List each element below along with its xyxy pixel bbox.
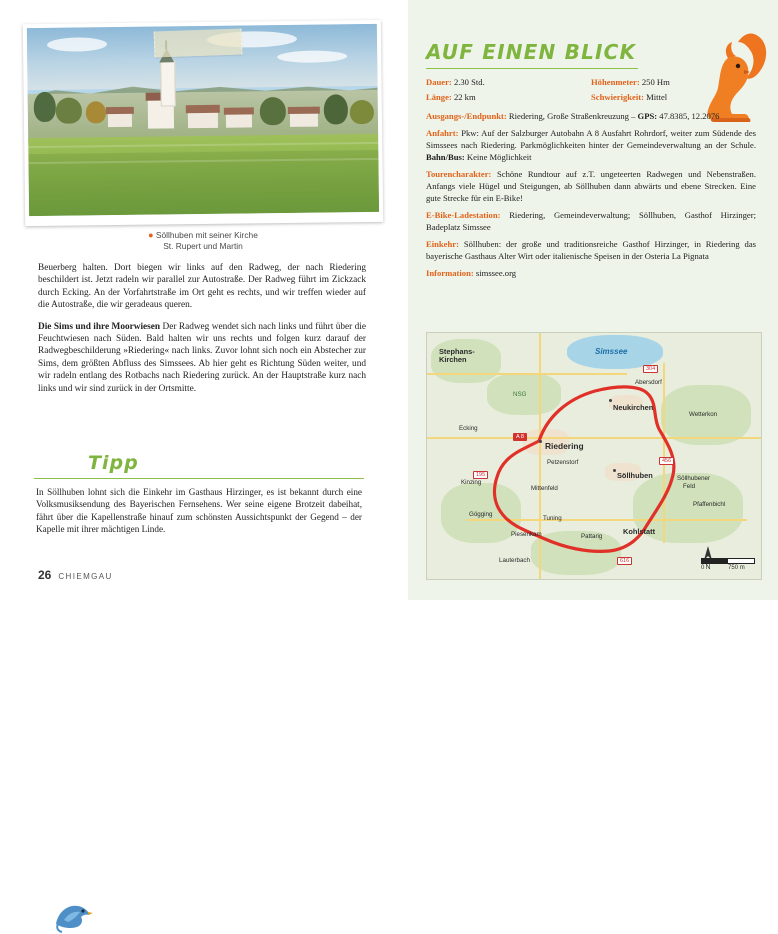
map-dot [609, 399, 612, 402]
map-scale [701, 558, 755, 571]
paragraph-2-text: Der Radweg wendet sich nach links und führt über die Feuchtwiesen nach Süden. Bald halten wir uns rechts und folgen kurz darauf der Radwegbeschilderung »Riedering« nach links. Zuvor lohnt sich noch ein Abstecher zur Sims, dem größten Abfluss des Simssees. Ab hier geht es Richtung Süden weiter, und wir radeln entlang des Rotbachs nach Riedering zurück. An der Hauptstraße kurz nach links und wir sind zurück in der Ortsmitte. [38, 321, 366, 394]
right-page [408, 0, 778, 600]
scale-max: 750 m [728, 565, 745, 571]
fact-value: 250 Hm [641, 77, 670, 87]
paragraph-2 [38, 321, 366, 395]
fact-label: Länge: [426, 92, 452, 102]
page-number: 26 [38, 568, 52, 582]
map-label: Piesenkam [511, 531, 542, 538]
map-label: Söllhuben [617, 471, 653, 480]
tree-shape [324, 94, 348, 124]
church-tower [160, 60, 176, 106]
fact-label: Einkehr: [426, 239, 459, 249]
folio [38, 566, 113, 584]
fact-label: Dauer: [426, 77, 452, 87]
fact-label: Höhenmeter: [591, 77, 640, 87]
fact-value: Riedering, Gemeindeverwaltung; Söllhuben, Gasthof Hirzinger; Badeplatz Simssee [426, 210, 756, 232]
roof-shape [106, 107, 134, 114]
fact-sublabel: GPS: [637, 111, 658, 121]
fact-length [426, 91, 591, 103]
map-dot [539, 440, 542, 443]
facts-list [426, 76, 756, 284]
road-shield: 616 [617, 557, 632, 565]
fact-block-ebike [426, 209, 756, 233]
fact-block-food [426, 238, 756, 262]
map-label: Petzenstorf [547, 459, 579, 466]
map-label: Lauterbach [499, 557, 530, 564]
section-title: AUF EINEN BLICK [426, 40, 637, 64]
fact-block-information [426, 267, 756, 279]
map-label: Gögging [469, 511, 493, 518]
fact-elevation [591, 76, 756, 88]
road-shield: 195 [473, 471, 488, 479]
map-dot [613, 469, 616, 472]
bird-icon [50, 894, 94, 934]
left-page [0, 0, 408, 600]
compass-label: N [705, 564, 711, 571]
route-map[interactable] [426, 332, 762, 580]
map-label: Wetterkon [689, 411, 718, 418]
tipp-title: Tipp [88, 452, 139, 474]
photo-caption-line1: Söllhuben mit seiner Kirche [155, 230, 258, 240]
map-label: Kohlstatt [623, 527, 656, 536]
tree-shape [56, 97, 82, 123]
tree-shape [34, 92, 56, 122]
fact-label: Tourencharakter: [426, 169, 492, 179]
fact-subvalue: Keine Möglichkeit [466, 152, 532, 162]
route-line [427, 333, 761, 579]
fact-label: Anfahrt: [426, 128, 459, 138]
map-label-nsg: NSG [513, 391, 527, 398]
house-shape [290, 113, 318, 127]
map-label: Söllhubener [677, 475, 711, 482]
photo-figure [24, 22, 382, 224]
tipp-text: In Söllhuben lohnt sich die Einkehr im Gasthaus Hirzinger, es ist bekannt durch eine Volksmusiksendung des Bayerischen Fernsehens. Wer seine eigene Brotzeit dabeihat, fährt über die Kapellenstraße hinauf zum schönsten Aussichtspunkt der Gegend – der Kapelle mit ihrer mächtigen Linde. [36, 487, 362, 534]
tree-shape [350, 100, 374, 124]
scale-bar [701, 558, 755, 564]
fact-value: 2.30 Std. [453, 77, 485, 87]
roof-shape [186, 105, 220, 113]
facts-row [426, 76, 756, 88]
adhesive-tape [154, 28, 243, 57]
road-shield: 456 [659, 457, 674, 465]
roof-shape [224, 107, 254, 114]
map-pin-icon: ● [148, 230, 154, 240]
road-shield-a8: A 8 [513, 433, 527, 441]
map-label: Neukirchen [613, 403, 654, 412]
paragraph-2-heading: Die Sims und ihre Moorwiesen [38, 321, 161, 332]
fact-value: 22 km [453, 92, 476, 102]
paragraph-1: Beuerberg halten. Dort biegen wir links auf den Radweg, der nach Riedering beschildert ist. Jetzt radeln wir parallel zur Autostraße. Der Radweg führt im Zickzack durch Ecking. An der Vorfahrtstraße im Ort geht es rechts, und wir treffen wieder auf die Autostraße, die wir geradeaus queren. [38, 263, 366, 311]
title-divider [426, 68, 638, 69]
map-label-lake: Simssee [595, 347, 628, 356]
roof-shape [288, 107, 320, 114]
scale-min: 0 [701, 565, 705, 571]
fact-value: simssee.org [475, 268, 517, 278]
fact-subvalue: 47.8385, 12.2076 [659, 111, 720, 121]
map-label: Kinzing [461, 479, 482, 486]
map-label: Ecking [459, 425, 478, 432]
fact-block-startpoint [426, 110, 756, 122]
fact-label: E-Bike-Ladestation: [426, 210, 501, 220]
map-label-riedering: Riedering [545, 441, 584, 451]
fact-duration [426, 76, 591, 88]
fact-value: Riedering, Große Straßenkreuzung – [508, 111, 636, 121]
house-shape [188, 112, 218, 128]
road-shield: 304 [643, 365, 658, 373]
map-label: Mittenfeld [531, 485, 558, 492]
photo-caption [24, 230, 382, 252]
tipp-divider [34, 478, 364, 479]
photo-caption-line2: St. Rupert und Martin [163, 241, 243, 251]
tree-shape [86, 101, 106, 123]
section-name: CHIEMGAU [58, 572, 113, 581]
fact-label: Ausgangs-/Endpunkt: [426, 111, 507, 121]
map-label: Feld [683, 483, 696, 490]
fact-label: Schwierigkeit: [591, 92, 644, 102]
map-label: Pattarig [581, 533, 603, 540]
fact-value: Söllhuben: der große und traditionsreiche Gasthof Hirzinger, in Riedering das bayerische Gasthaus Alter Wirt oder italienische Speisen in der Osteria La Pignata [426, 239, 756, 261]
fact-label: Information: [426, 268, 474, 278]
house-shape [108, 113, 132, 127]
fact-value: Pkw: Auf der Salzburger Autobahn A 8 Ausfahrt Rohrdorf, weiter zum Südende des Simssees nach Riedering. Parkmöglichkeiten hinter der Gemeindeverwaltung an der Schule. [426, 128, 756, 150]
body-text [38, 262, 366, 404]
facts-row [426, 91, 756, 103]
fact-block-character [426, 168, 756, 204]
map-label: Abersdorf [635, 379, 662, 386]
map-label: Tuning [543, 515, 562, 522]
tree-shape [260, 97, 286, 125]
map-label: Stephans- [439, 347, 475, 356]
fact-sublabel: Bahn/Bus: [426, 152, 465, 162]
house-shape [226, 113, 252, 127]
fact-difficulty [591, 91, 756, 103]
fact-block-arrival [426, 127, 756, 163]
map-label: Pfaffenbichl [693, 501, 726, 508]
map-label: Kirchen [439, 355, 467, 364]
fact-value: Mittel [646, 92, 668, 102]
fact-value: Schöne Rundtour auf z.T. ungeteerten Radwegen und Nebenstraßen. Anfangs viele Hügel und Steigungen, ab Söllhuben dann abwärts und ebene Strecken. Eine gute Strecke für ein E-Bike! [426, 169, 756, 203]
